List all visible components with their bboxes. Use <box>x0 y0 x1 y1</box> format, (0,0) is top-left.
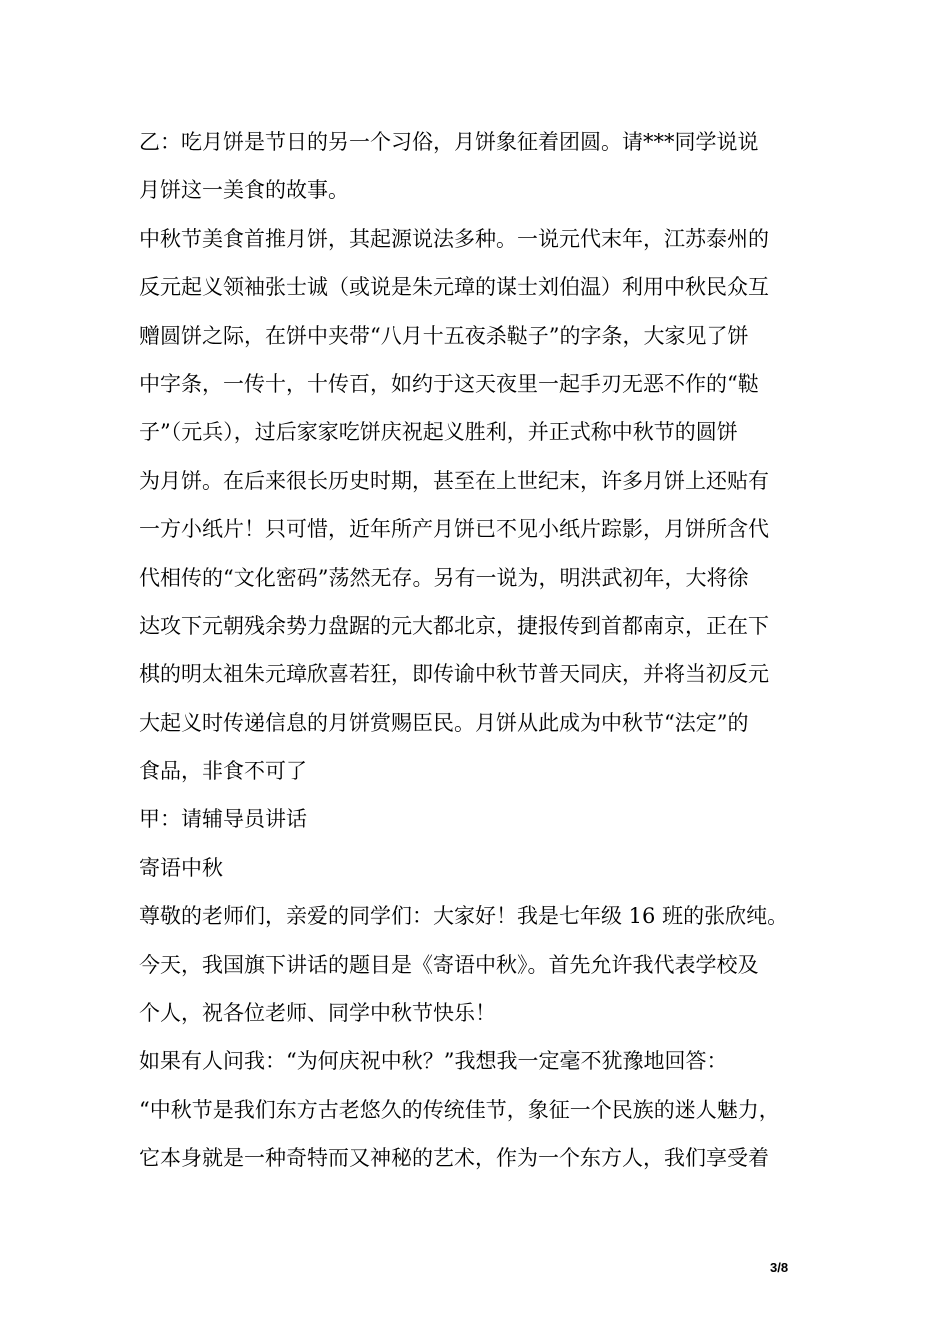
text-line: 它本身就是一种奇特而又神秘的艺术，作为一个东方人，我们享受着 <box>139 1146 769 1171</box>
text-line: 为月饼。在后来很长历史时期，甚至在上世纪末，许多月饼上还贴有 <box>139 468 769 493</box>
text-line: 大起义时传递信息的月饼赏赐臣民。月饼从此成为中秋节“法定”的 <box>139 710 749 735</box>
text-line: 如果有人问我：“为何庆祝中秋？”我想我一定毫不犹豫地回答： <box>139 1049 728 1074</box>
text-line: 食品，非食不可了 <box>139 759 307 784</box>
text-line: 代相传的“文化密码”荡然无存。另有一说为，明洪武初年，大将徐 <box>139 565 749 590</box>
text-line: 赠圆饼之际，在饼中夹带“八月十五夜杀鞑子”的字条，大家见了饼 <box>139 323 749 348</box>
text-line: 反元起义领袖张士诚（或说是朱元璋的谋士刘伯温）利用中秋民众互 <box>139 275 769 300</box>
text-line: 中字条，一传十，十传百，如约于这天夜里一起手刃无恶不作的“鞑 <box>139 371 759 396</box>
text-line: 个人，祝各位老师、同学中秋节快乐！ <box>139 1001 496 1026</box>
text-line: 月饼这一美食的故事。 <box>139 178 349 203</box>
text-line: 中秋节美食首推月饼，其起源说法多种。一说元代末年，江苏泰州的 <box>139 226 769 251</box>
text-line: “中秋节是我们东方古老悠久的传统佳节，象征一个民族的迷人魅力， <box>139 1097 780 1122</box>
text-line: 达攻下元朝残余势力盘踞的元大都北京，捷报传到首都南京，正在下 <box>139 613 769 638</box>
text-line: 棋的明太祖朱元璋欣喜若狂，即传谕中秋节普天同庆，并将当初反元 <box>139 662 769 687</box>
text-line: 今天，我国旗下讲话的题目是《寄语中秋》。首先允许我代表学校及 <box>139 952 759 977</box>
text-line: 甲：请辅导员讲话 <box>139 807 307 832</box>
text-line: 乙：吃月饼是节日的另一个习俗，月饼象征着团圆。请***同学说说 <box>139 130 759 154</box>
text-line: 子”（元兵），过后家家吃饼庆祝起义胜利，并正式称中秋节的圆饼 <box>139 420 738 445</box>
text-line: 一方小纸片！只可惜，近年所产月饼已不见小纸片踪影，月饼所含代 <box>139 517 769 542</box>
section-heading: 寄语中秋 <box>139 855 223 880</box>
page-number: 3/8 <box>770 1260 789 1275</box>
text-line: 尊敬的老师们，亲爱的同学们：大家好！我是七年级 16 班的张欣纯。 <box>139 904 789 929</box>
document-body <box>139 118 829 1183</box>
